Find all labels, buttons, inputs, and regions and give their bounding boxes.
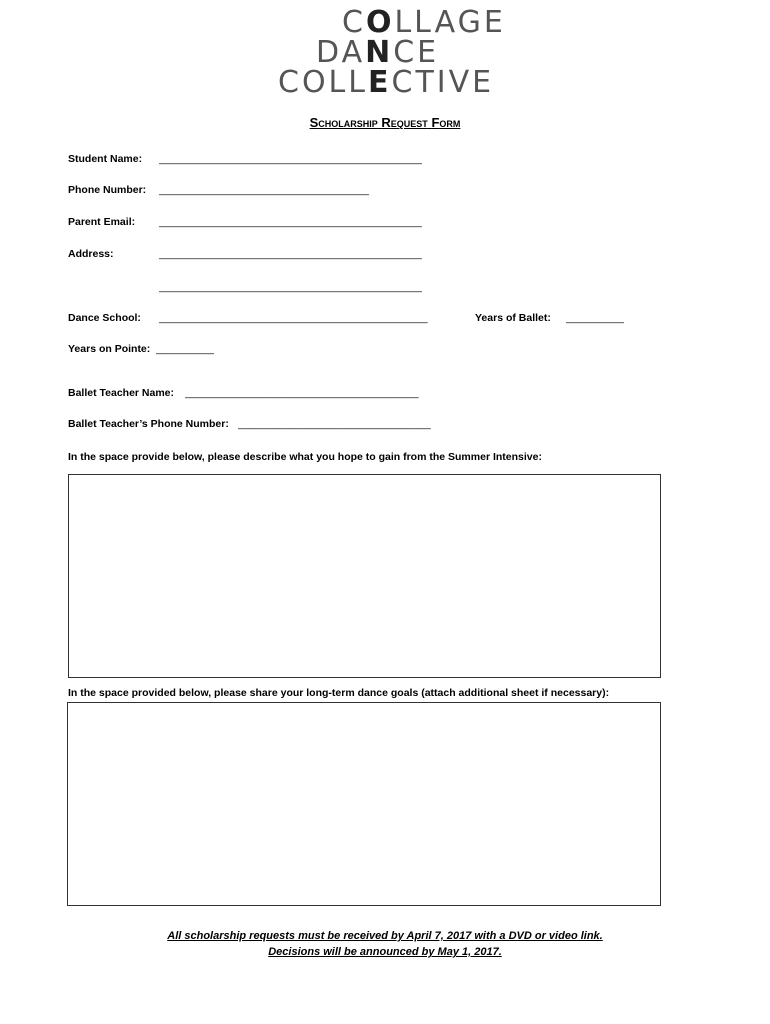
ballet-teacher-phone-field[interactable]: _________________________________ bbox=[238, 418, 431, 430]
years-on-pointe-field[interactable]: __________ bbox=[156, 343, 215, 355]
decision-notice: Decisions will be announced by May 1, 2017. bbox=[268, 946, 502, 958]
years-of-ballet-field[interactable]: __________ bbox=[566, 312, 625, 324]
years-on-pointe-label: Years on Pointe: bbox=[68, 343, 151, 355]
phone-number-field[interactable]: ____________________________________ bbox=[159, 184, 370, 196]
long-term-goals-response-box[interactable] bbox=[67, 702, 661, 906]
logo-line-3: COLLECTIVE bbox=[278, 65, 495, 100]
summer-intensive-prompt: In the space provide below, please describe what you hope to gain from the Summer Intensive: bbox=[68, 451, 542, 463]
long-term-goals-prompt: In the space provided below, please share your long-term dance goals (attach additional sheet if necessary): bbox=[68, 687, 610, 699]
deadline-notice: All scholarship requests must be received by April 7, 2017 with a DVD or video link. bbox=[167, 930, 603, 942]
summer-intensive-response-box[interactable] bbox=[68, 474, 661, 678]
collage-dance-collective-logo bbox=[278, 5, 506, 100]
phone-number-label: Phone Number: bbox=[68, 184, 147, 196]
parent-email-label: Parent Email: bbox=[68, 216, 136, 228]
ballet-teacher-name-label: Ballet Teacher Name: bbox=[68, 387, 175, 399]
student-name-field[interactable]: _____________________________________________ bbox=[159, 153, 422, 165]
dance-school-field[interactable]: ______________________________________________ bbox=[159, 312, 428, 324]
ballet-teacher-phone-label: Ballet Teacher’s Phone Number: bbox=[68, 418, 229, 430]
years-of-ballet-label: Years of Ballet: bbox=[475, 312, 551, 324]
address-line-1-field[interactable]: _____________________________________________ bbox=[159, 248, 422, 260]
form-title: Scholarship Request Form bbox=[309, 115, 461, 130]
logo-line-2: DANCE bbox=[316, 35, 440, 70]
address-line-2-field[interactable]: _____________________________________________ bbox=[159, 281, 422, 293]
student-name-label: Student Name: bbox=[68, 153, 143, 165]
logo-line-1: COLLAGE bbox=[342, 5, 506, 40]
ballet-teacher-name-field[interactable]: ________________________________________ bbox=[185, 387, 419, 399]
address-label: Address: bbox=[68, 248, 114, 260]
parent-email-field[interactable]: _____________________________________________ bbox=[159, 216, 422, 228]
dance-school-label: Dance School: bbox=[68, 312, 141, 324]
